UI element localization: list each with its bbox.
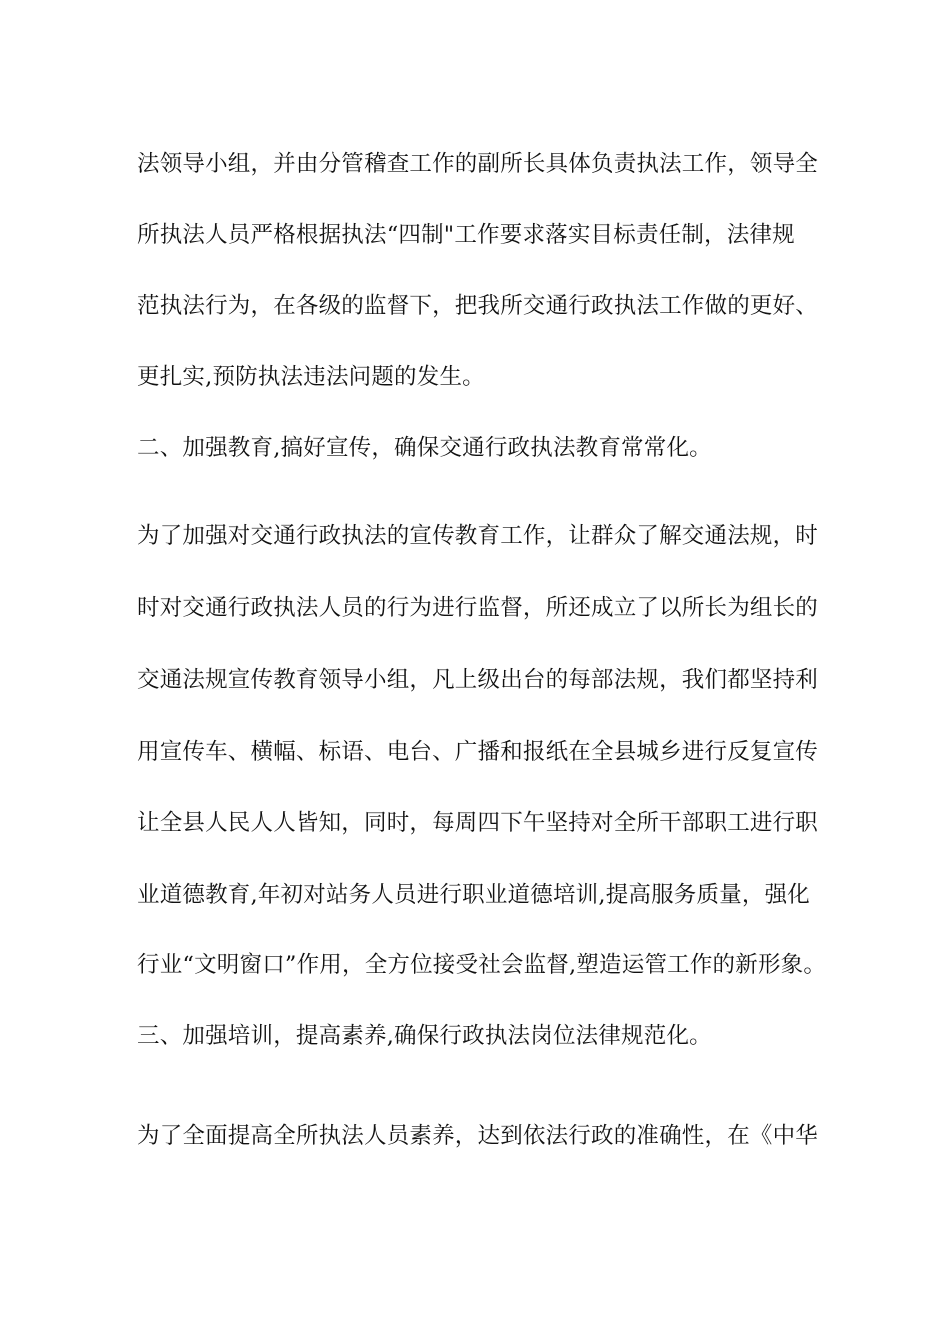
text-line: 交通法规宣传教育领导小组，凡上级出台的每部法规，我们都坚持利 bbox=[137, 667, 819, 693]
text-line: 为了全面提高全所执法人员素养，达到依法行政的准确性，在《中华 bbox=[137, 1123, 819, 1149]
text-line: 更扎实,预防执法违法问题的发生。 bbox=[137, 364, 485, 390]
section-heading: 三、加强培训，提高素养,确保行政执法岗位法律规范化。 bbox=[137, 1023, 712, 1049]
text-line: 范执法行为，在各级的监督下，把我所交通行政执法工作做的更好、 bbox=[137, 293, 819, 319]
section-heading: 二、加强教育,搞好宣传，确保交通行政执法教育常常化。 bbox=[137, 435, 712, 461]
text-line: 用宣传车、横幅、标语、电台、广播和报纸在全县城乡进行反复宣传 bbox=[137, 739, 819, 765]
text-line: 行业“文明窗口”作用，全方位接受社会监督,塑造运管工作的新形象。 bbox=[137, 952, 827, 978]
text-line: 业道德教育,年初对站务人员进行职业道德培训,提高服务质量，强化 bbox=[137, 882, 811, 908]
text-line: 让全县人民人人皆知，同时，每周四下午坚持对全所干部职工进行职 bbox=[137, 810, 819, 836]
text-line: 为了加强对交通行政执法的宣传教育工作，让群众了解交通法规，时 bbox=[137, 523, 819, 549]
text-line: 所执法人员严格根据执法“四制"工作要求落实目标责任制，法律规 bbox=[137, 222, 795, 248]
text-line: 法领导小组，并由分管稽查工作的副所长具体负责执法工作，领导全 bbox=[137, 151, 819, 177]
text-line: 时对交通行政执法人员的行为进行监督，所还成立了以所长为组长的 bbox=[137, 595, 819, 621]
